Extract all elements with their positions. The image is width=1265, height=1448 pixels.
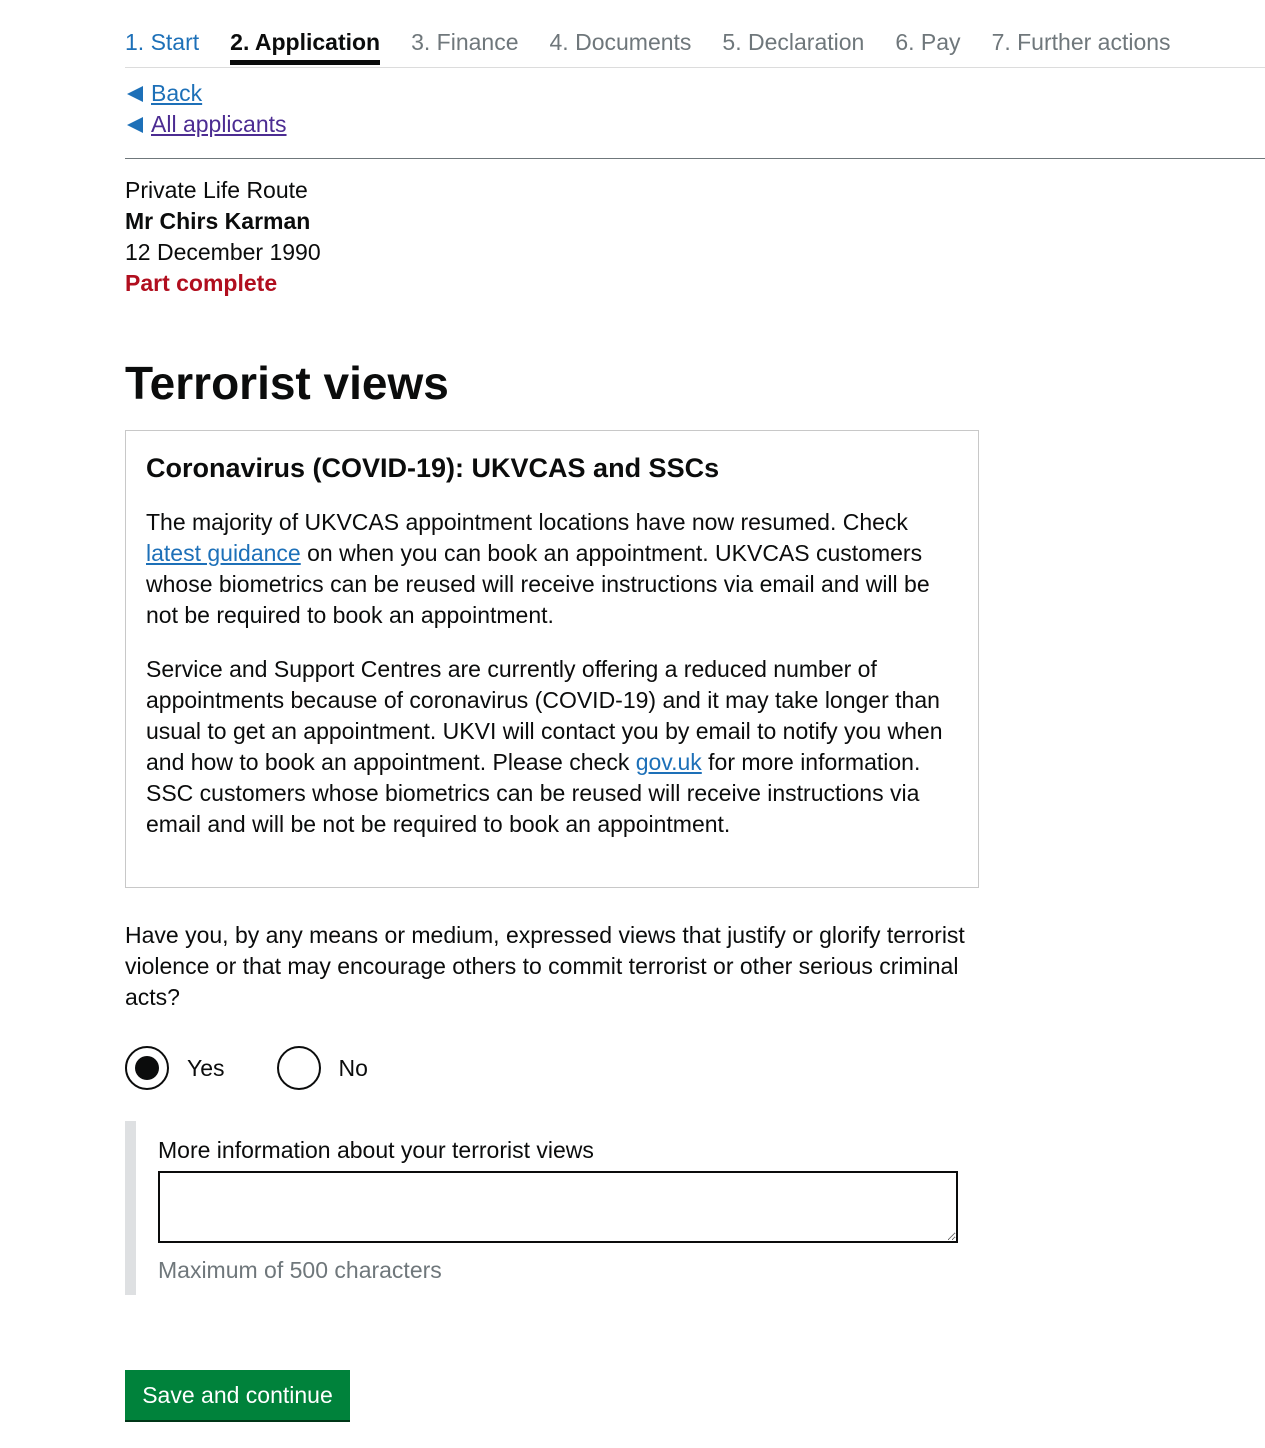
more-info-hint: Maximum of 500 characters [158, 1257, 442, 1283]
triangle-left-icon [127, 117, 143, 133]
step-pay: 6. Pay [895, 29, 961, 55]
notice-p1-text-end: on when you can book an appointment. UKVCAS customers whose biometrics can be reused will receive instructions via email and will be not be required to book an appointment. [146, 540, 930, 628]
progress-steps [125, 0, 1265, 68]
step-finance: 3. Finance [411, 29, 519, 55]
more-info-textarea[interactable] [158, 1171, 958, 1243]
back-link-text[interactable]: Back [151, 80, 203, 106]
radio-yes-circle[interactable] [125, 1046, 169, 1090]
notice-p2-text-end: for more information. SSC customers whose biometrics can be reused will receive instructions via email and will be not be required to book an appointment. [146, 749, 921, 837]
radio-no-label[interactable]: No [338, 1054, 368, 1081]
more-info-panel [125, 1121, 996, 1295]
step-documents: 4. Documents [549, 29, 692, 55]
notice-title: Coronavirus (COVID-19): UKVCAS and SSCs [146, 453, 720, 483]
radio-yes[interactable] [125, 1046, 225, 1090]
divider [125, 158, 1265, 159]
terrorist-views-question: Have you, by any means or medium, expressed views that justify or glorify terrorist violence or that may encourage others to commit terrorist or other serious criminal acts? [125, 922, 965, 1010]
all-applicants-link[interactable] [125, 109, 287, 140]
applicant-summary [125, 175, 321, 299]
save-and-continue-button[interactable]: Save and continue [125, 1370, 350, 1420]
applicant-route: Private Life Route [125, 177, 308, 203]
notice-p2-text: Service and Support Centres are currently offering a reduced number of appointments because of coronavirus (COVID-19) and it may take longer than usual to get an appointment. UKVI will contact you by email to notify you when and how to book an appointment. Please check [146, 656, 943, 775]
notice-p1-text: The majority of UKVCAS appointment locations have now resumed. Check [146, 509, 908, 535]
covid-notice [125, 430, 979, 888]
page-title: Terrorist views [125, 357, 449, 409]
notice-paragraph-1 [146, 507, 958, 631]
notice-paragraph-2 [146, 654, 958, 840]
all-applicants-link-text[interactable]: All applicants [151, 111, 287, 137]
more-info-label: More information about your terrorist views [158, 1137, 594, 1163]
progress-steps-list [125, 28, 1202, 56]
step-declaration: 5. Declaration [722, 29, 865, 55]
step-further-actions: 7. Further actions [991, 29, 1171, 55]
back-links [125, 78, 287, 140]
step-start[interactable]: 1. Start [125, 29, 200, 55]
applicant-status: Part complete [125, 270, 278, 296]
latest-guidance-link[interactable]: latest guidance [146, 540, 301, 566]
radio-no[interactable] [277, 1046, 368, 1090]
applicant-name: Mr Chirs Karman [125, 208, 311, 234]
gov-uk-link[interactable]: gov.uk [635, 749, 702, 775]
radio-yes-label[interactable]: Yes [187, 1054, 225, 1081]
triangle-left-icon [127, 86, 143, 102]
step-application: 2. Application [230, 29, 381, 55]
applicant-dob: 12 December 1990 [125, 239, 321, 265]
yes-no-radios [125, 1046, 420, 1090]
page [125, 0, 1265, 1408]
radio-no-circle[interactable] [277, 1046, 321, 1090]
back-link[interactable] [125, 78, 287, 109]
